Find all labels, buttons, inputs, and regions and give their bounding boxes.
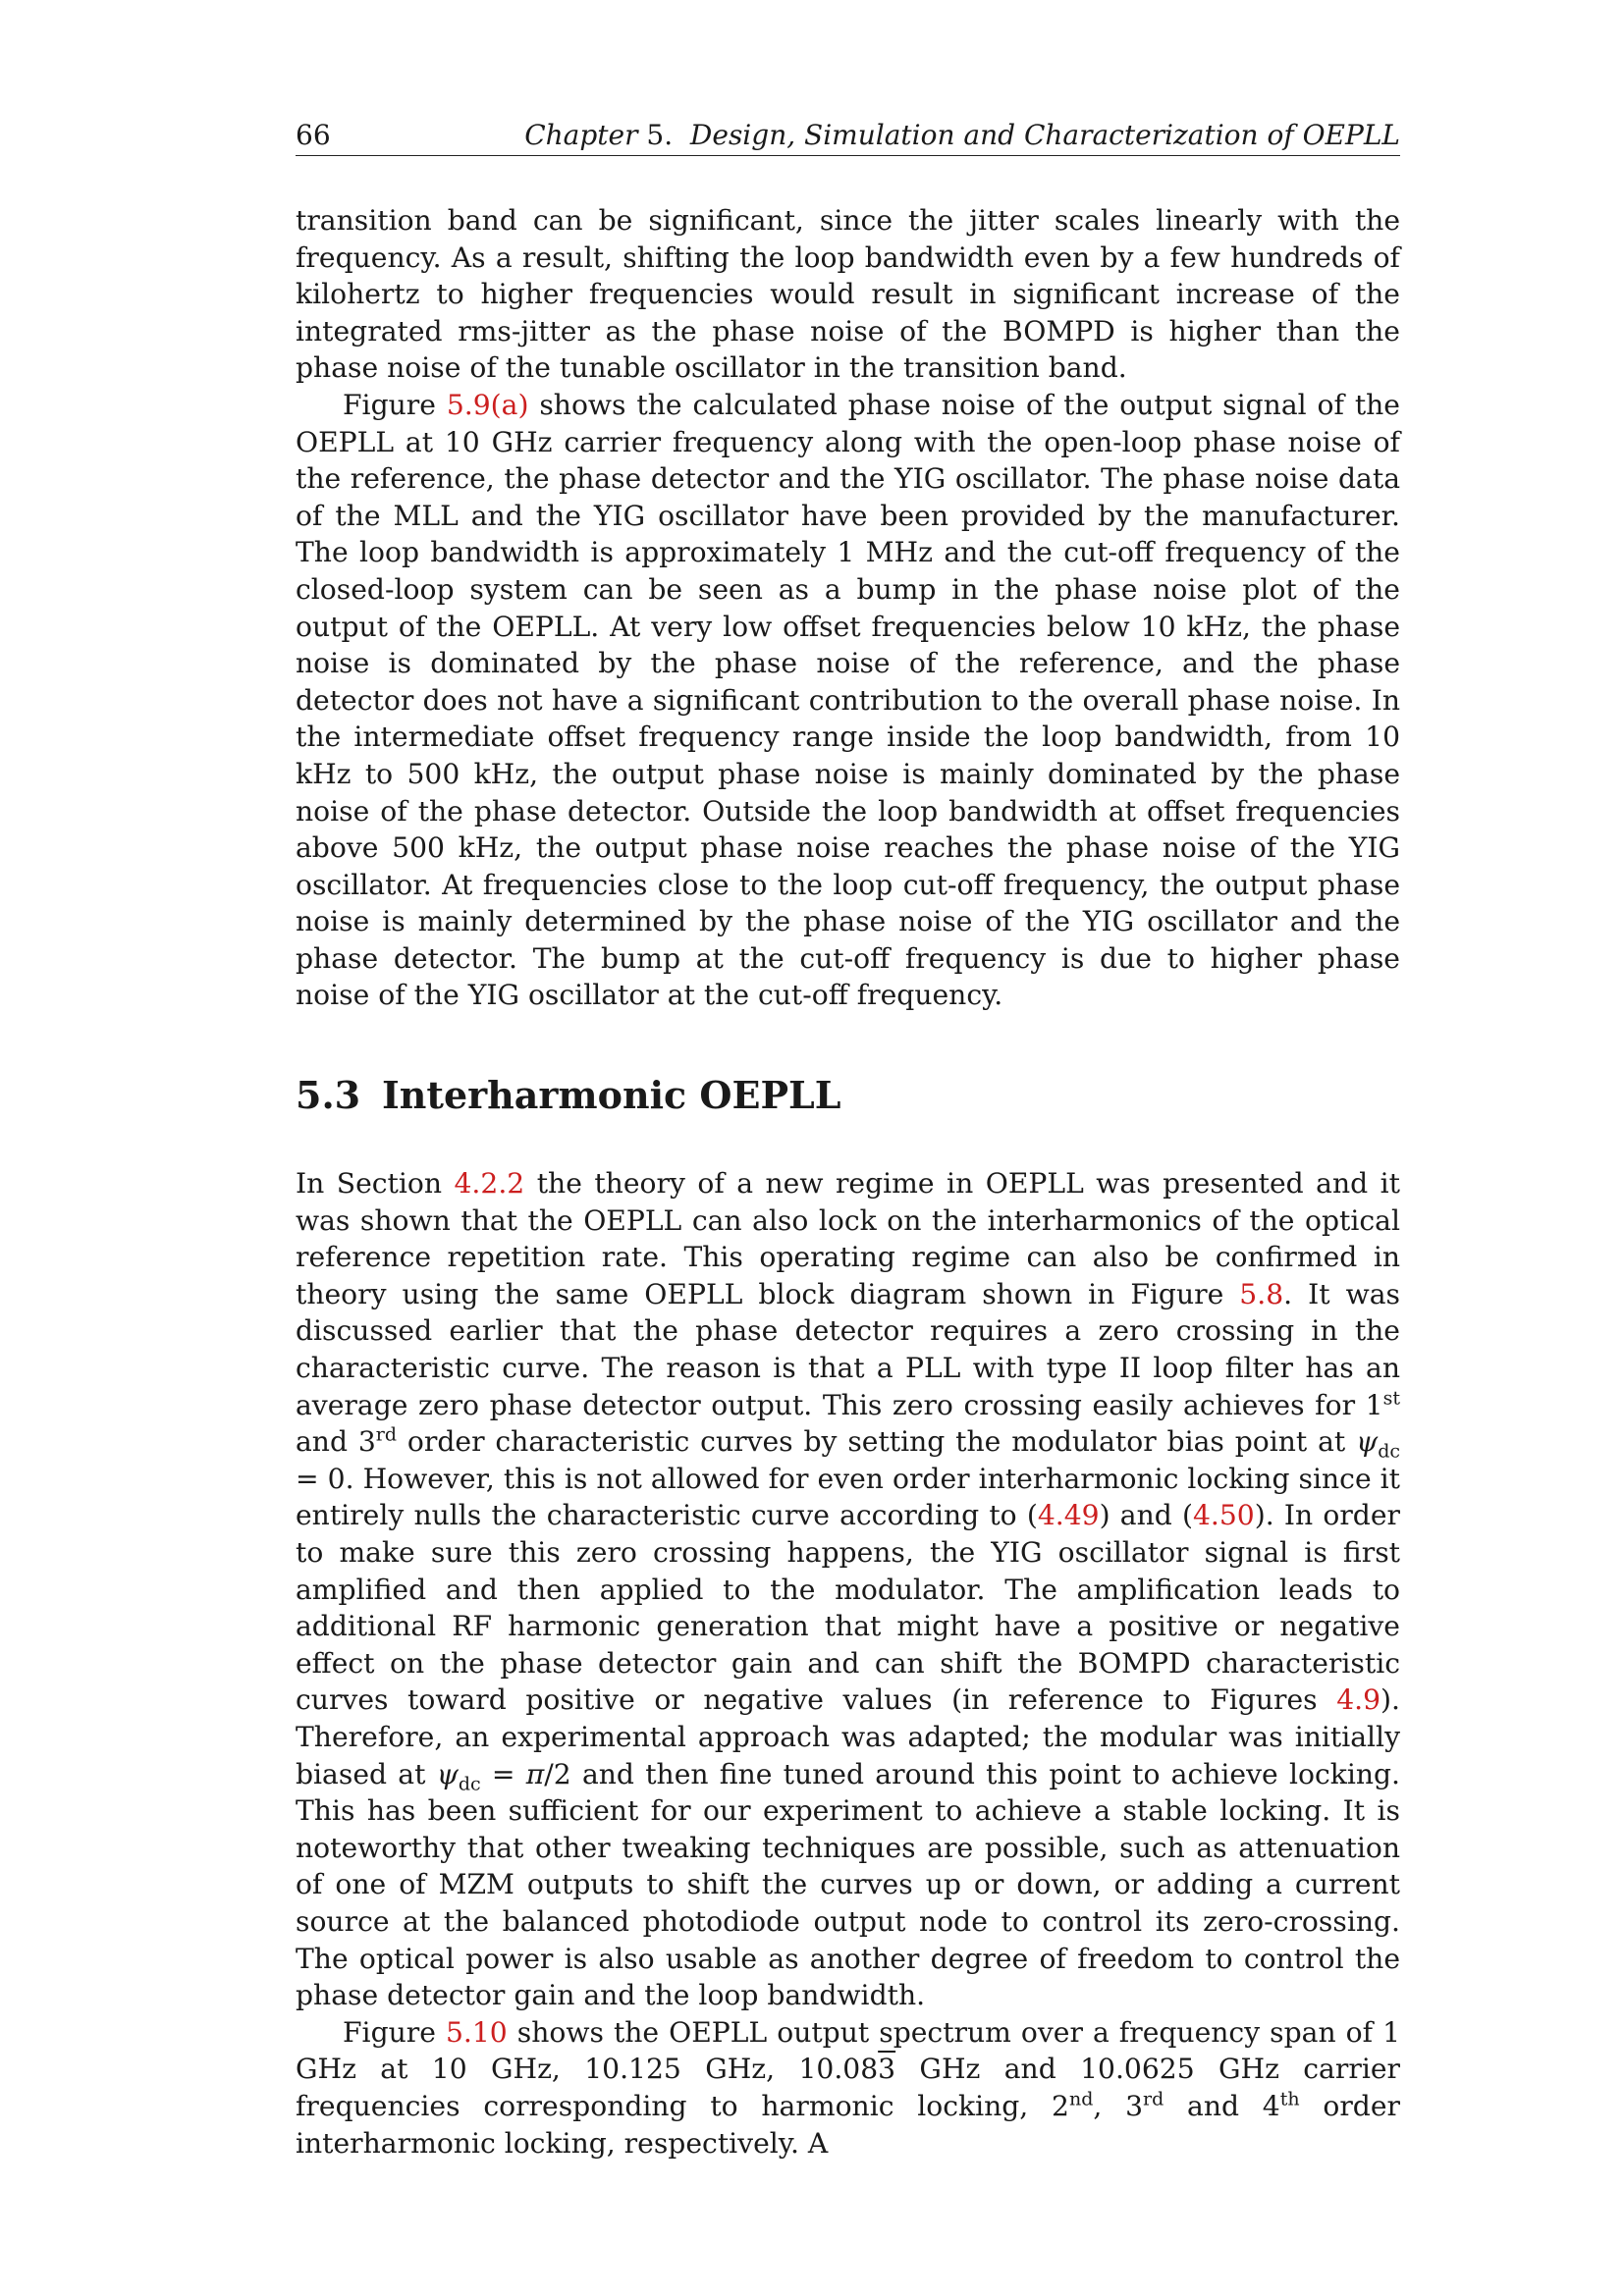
dc-subscript: dc <box>1378 1440 1400 1463</box>
paragraph-4 <box>296 2014 1400 2162</box>
section-link[interactable]: 4.2.2 <box>454 1167 525 1201</box>
psi-symbol: ψ <box>436 1757 459 1790</box>
text-run: = 0. However, this is not allowed for even order interharmonic locking since it entirely nulls the characteristic curve according to ( <box>296 1462 1400 1532</box>
text-run: , 3 <box>1093 2089 1144 2122</box>
figure-link[interactable]: 5.9(a) <box>446 388 529 421</box>
paragraph-2 <box>296 387 1400 1014</box>
paragraph-1: transition band can be significant, since the jitter scales linearly with the frequency. As a result, shifting the loop bandwidth even by a few hundreds of kilohertz to higher frequencies would result in significant increase of the integrated rms-jitter as the phase noise of the BOMPD is higher than the phase noise of the tunable oscillator in the transition band. <box>296 204 1400 385</box>
text-run: ). In order to make sure this zero crossing happens, the YIG oscillator signal is first amplified and then applied to the modulator. The amplification leads to additional RF harmonic generation that might have a positive or negative effect on the phase detector gain and can shift the BOMPD characteristic curves toward positive or negative values (in reference to Figures <box>296 1499 1401 1717</box>
figure-link[interactable]: 4.9 <box>1336 1683 1381 1717</box>
section-title: Interharmonic OEPLL <box>382 1073 841 1118</box>
text-run: shows the OEPLL output spectrum over a frequency span of 1 GHz at 10 GHz, 10.125 GHz, 10.08 <box>296 2015 1401 2086</box>
running-header <box>296 118 1400 156</box>
dc-subscript: dc <box>458 1773 481 1795</box>
text-run: and 4 <box>1164 2089 1280 2122</box>
section-heading <box>296 1073 1400 1118</box>
text-run: . It was discussed earlier that the phase detector requires a zero crossing in the characteristic curve. The reason is that a PLL with type II loop filter has an average zero phase detector output. This zero crossing easily achieves for 1 <box>296 1277 1400 1421</box>
body-text <box>296 202 1400 2162</box>
ordinal-superscript: rd <box>375 1423 398 1446</box>
ordinal-superscript: nd <box>1068 2088 1094 2110</box>
repeating-digit: 3 <box>878 2053 896 2086</box>
chapter-title: Design, Simulation and Characterization of OEPLL <box>689 119 1400 151</box>
text-run: order characteristic curves by setting the modulator bias point at <box>397 1425 1357 1459</box>
figure-link[interactable]: 5.8 <box>1239 1277 1284 1310</box>
text-run: GHz and 10.0625 GHz carrier frequencies corresponding to harmonic locking, 2 <box>296 2053 1400 2122</box>
text-run: = <box>480 1757 526 1790</box>
section-number: 5.3 <box>296 1073 361 1118</box>
text-run: /2 and then fine tuned around this point to achieve locking. This has been sufficient for our experiment to achieve a stable locking. It is noteworthy that other tweaking techniques are possible, such as attenuation of one of MZM outputs to shift the curves up or down, or adding a current source at the balanced photodiode output node to control its zero-crossing. The optical power is also usable as another degree of freedom to control the phase detector gain and the loop bandwidth. <box>296 1757 1400 2012</box>
ordinal-superscript: st <box>1382 1387 1400 1410</box>
page <box>296 118 1400 2162</box>
chapter-heading <box>524 118 1400 153</box>
text-run: ) and ( <box>1099 1499 1193 1532</box>
text-run: the theory of a new regime in OEPLL was presented and it was shown that the OEPLL can also lock on the interharmonics of the optical reference repetition rate. This operating regime can also be confirmed in theory using the same OEPLL block diagram shown in Figure <box>296 1167 1400 1310</box>
page-number: 66 <box>296 119 331 151</box>
paragraph-3 <box>296 1165 1400 2014</box>
equation-link[interactable]: 4.50 <box>1192 1499 1255 1532</box>
text-run: and 3 <box>296 1425 376 1459</box>
text-run: order interharmonic locking, respectively. A <box>296 2089 1401 2160</box>
text-run: ). Therefore, an experimental approach was adapted; the modular was initially biased at <box>296 1683 1400 1790</box>
text-run: Figure <box>343 2015 446 2049</box>
text-run: shows the calculated phase noise of the output signal of the OEPLL at 10 GHz carrier frequency along with the open-loop phase noise of the reference, the phase detector and the YIG oscillator. The phase noise data of the MLL and the YIG oscillator have been provided by the manufacturer. The loop bandwidth is approximately 1 MHz and the cut-off frequency of the closed-loop system can be seen as a bump in the phase noise plot of the output of the OEPLL. At very low offset frequencies below 10 kHz, the phase noise is dominated by the phase noise of the reference, and the phase detector does not have a significant contribution to the overall phase noise. In the intermediate offset frequency range inside the loop bandwidth, from 10 kHz to 500 kHz, the output phase noise is mainly dominated by the phase noise of the phase detector. Outside the loop bandwidth at offset frequencies above 500 kHz, the output phase noise reaches the phase noise of the YIG oscillator. At frequencies close to the loop cut-off frequency, the output phase noise is mainly determined by the phase noise of the YIG oscillator and the phase detector. The bump at the cut-off frequency is due to higher phase noise of the YIG oscillator at the cut-off frequency. <box>296 388 1400 1012</box>
chapter-label: Chapter <box>524 119 638 151</box>
text-run: In Section <box>296 1167 455 1201</box>
psi-symbol: ψ <box>1356 1425 1379 1459</box>
text-run: Figure <box>343 388 447 421</box>
pi-symbol: π <box>525 1757 545 1790</box>
equation-link[interactable]: 4.49 <box>1037 1499 1100 1532</box>
ordinal-superscript: th <box>1279 2088 1300 2110</box>
ordinal-superscript: rd <box>1143 2088 1164 2110</box>
chapter-number: 5. <box>646 119 674 151</box>
figure-link[interactable]: 5.10 <box>445 2015 508 2049</box>
